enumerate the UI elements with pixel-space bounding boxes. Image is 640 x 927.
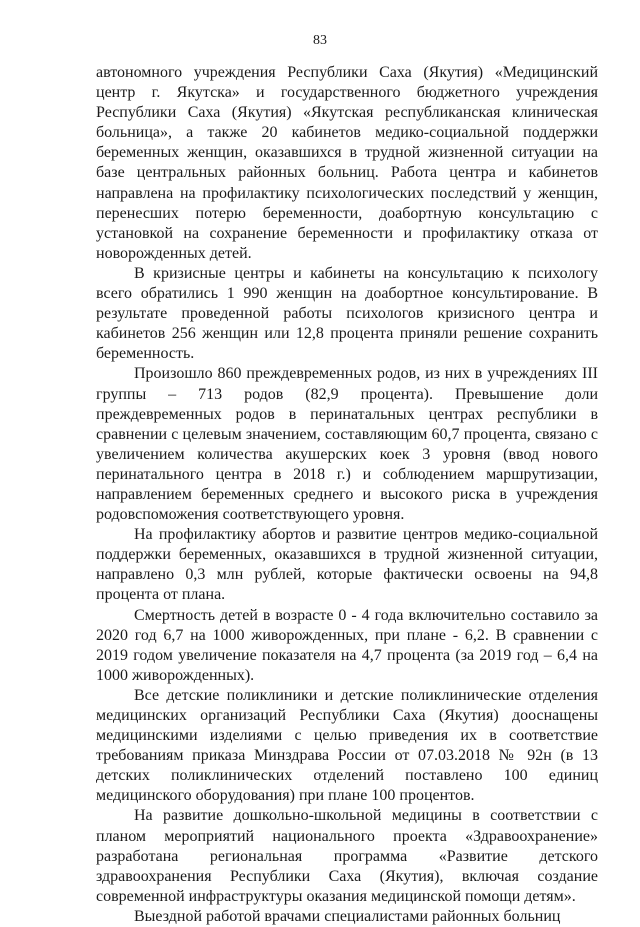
paragraph-5: Смертность детей в возрасте 0 - 4 года включительно составило за 2020 год 6,7 на 1000 живорожденных, при плане - 6,2. В сравнении с 2019 годом увеличение показателя на 4,7 процента (за 2019 год – 6,4 на 1000 живорожденных).	[96, 606, 598, 684]
paragraph-6: Все детские поликлиники и детские поликлинические отделения медицинских организаций Республики Саха (Якутия) дооснащены медицинскими изделиями с целью приведения их в соответствие требованиям приказа Минздрава России от 07.03.2018 № 92н (в 13 детских поликлинических отделений поставлено 100 единиц медицинского оборудования) при плане 100 процентов.	[96, 686, 598, 805]
paragraph-3: Произошло 860 преждевременных родов, из них в учреждениях III группы – 713 родов (82,9 процента). Превышение доли преждевременных родов в перинатальных центрах республики в сравнении с целевым значением, составляющим 60,7 процента, связано с увеличением количества акушерских коек 3 уровня (ввод нового перинатального центра в 2018 г.) и соблюдением маршрутизации, направлением беременных среднего и высокого риска в учреждения родовспоможения соответствующего уровня.	[96, 365, 598, 524]
page-number: 83	[313, 33, 327, 48]
paragraph-8: Выездной работой врачами специалистами районных больниц	[134, 907, 561, 925]
paragraph-7: На развитие дошкольно-школьной медицины в соответствии с планом мероприятий национального проекта «Здравоохранение» разработана региональная программа «Развитие детского здравоохранения Республики Саха (Якутия), включая создание современной инфраструктуры оказания медицинской помощи детям».	[96, 807, 598, 905]
paragraph-1: автономного учреждения Республики Саха (Якутия) «Медицинский центр г. Якутска» и государственного бюджетного учреждения Республики Саха (Якутия) «Якутская республиканская клиническая больница», а также 20 кабинетов медико-социальной поддержки беременных женщин, оказавшихся в трудной жизненной ситуации на базе центральных районных больниц. Работа центра и кабинетов направлена на профилактику психологических последствий у женщин, перенесших потерю беременности, доабортную консультацию с установкой на сохранение беременности и профилактику отказа от новорожденных детей.	[96, 64, 598, 262]
document-body	[96, 63, 598, 927]
paragraph-2: В кризисные центры и кабинеты на консультацию к психологу всего обратились 1 990 женщин на доабортное консультирование. В результате проведенной работы психологов кризисного центра и кабинетов 256 женщин или 12,8 процента приняли решение сохранить беременность.	[96, 264, 598, 363]
paragraph-4: На профилактику абортов и развитие центров медико-социальной поддержки беременных, оказавшихся в трудной жизненной ситуации, направлено 0,3 млн рублей, которые фактически освоены на 94,8 процента от плана.	[96, 526, 598, 604]
